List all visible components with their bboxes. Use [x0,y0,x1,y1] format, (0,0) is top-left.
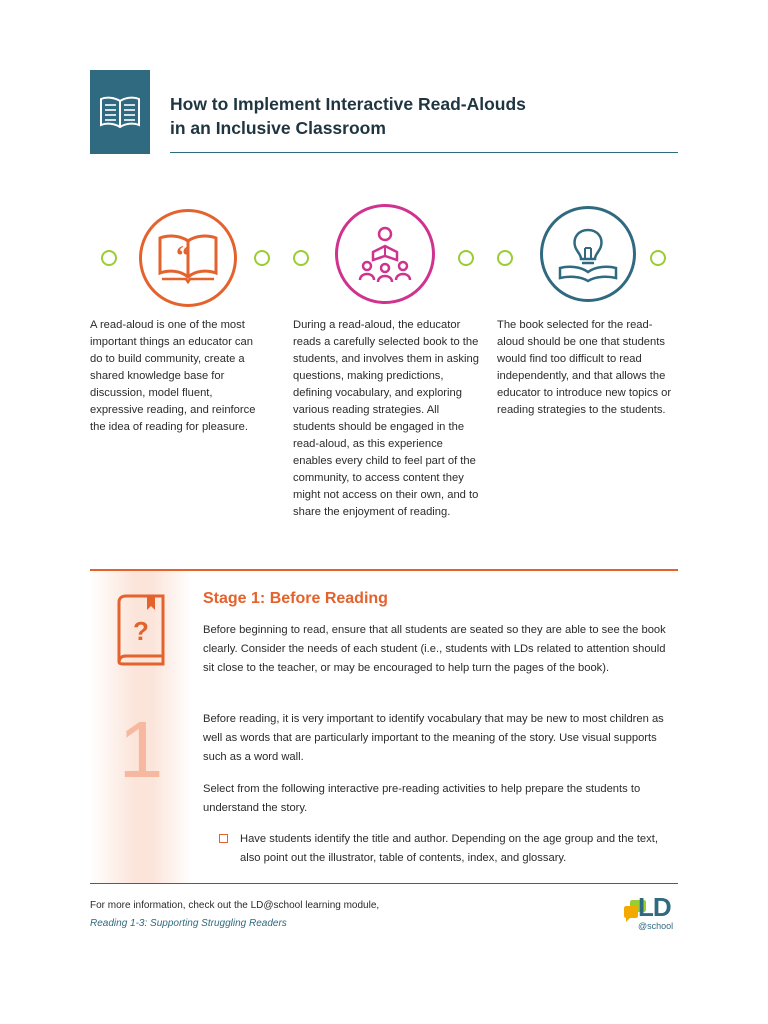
reader-audience-icon [353,222,417,286]
footer-divider [90,883,678,884]
svg-text:“: “ [176,241,190,272]
circle-lightbulb-book [540,206,636,302]
circle-reader-audience [335,204,435,304]
checkbox-bullet-icon [219,834,228,843]
connector-dot [101,250,117,266]
stage-paragraph-2: Before reading, it is very important to identify vocabulary that may be new to most children as well as words that are particularly important to the meaning of the story. Use visual supports such as a word wall. [203,713,664,763]
footer-info-text: For more information, check out the LD@school learning module, [90,900,380,911]
stage-title: Stage 1: Before Reading [203,590,388,607]
quote-book-icon [156,231,220,285]
column-text-2: During a read-aloud, the educator reads a carefully selected book to the students, and involves them in asking questions, making predictions, defining vocabulary, and exploring various reading strategies. All students should be engaged in the read-aloud, as this experience enables every child to feel part of the community, to access content they might not access on their own, and to share the enjoyment of reading. [293,319,479,518]
stage-number: 1 [118,705,164,794]
question-book-icon [113,594,169,666]
connector-dot [254,250,270,266]
header-book-badge [90,70,150,154]
column-text-1: A read-aloud is one of the most important things an educator can do to build community, create a shared knowledge base for discussion, model fluent, expressive reading, and reinforce the idea of reading for pleasure. [90,319,256,433]
connector-dot [458,250,474,266]
svg-text:?: ? [133,616,149,646]
connector-dot [293,250,309,266]
logo-wordmark: LD [638,892,671,922]
lightbulb-book-icon [556,224,620,284]
logo-subtext: @school [638,921,674,931]
title-line-2: in an Inclusive Classroom [170,118,386,138]
question-book-badge [113,594,169,671]
stage-paragraph-3: Select from the following interactive pre-reading activities to help prepare the students to understand the story. [203,783,641,814]
title-line-1: How to Implement Interactive Read-Alouds [170,94,526,114]
footer-module-link[interactable]: Reading 1-3: Supporting Struggling Readers [90,918,287,929]
open-book-icon [98,95,142,129]
connector-dot [650,250,666,266]
circle-quote-book [139,209,237,307]
ld-school-logo [624,894,684,936]
stage-paragraph-1: Before beginning to read, ensure that all students are seated so they are able to see the book clearly. Consider the needs of each student (i.e., students with LDs related to attention should sit close to the teacher, or may be encouraged to help turn the pages of the book). [203,624,666,674]
title-divider [170,152,678,153]
column-text-3: The book selected for the read-aloud should be one that students would find too difficult to read independently, and that allows the educator to introduce new topics or reading strategies to the students. [497,319,672,416]
connector-dot [497,250,513,266]
page-title [170,92,670,140]
bullet-item-1: Have students identify the title and author. Depending on the age group and the text, also point out the illustrator, table of contents, index, and glossary. [240,833,658,864]
